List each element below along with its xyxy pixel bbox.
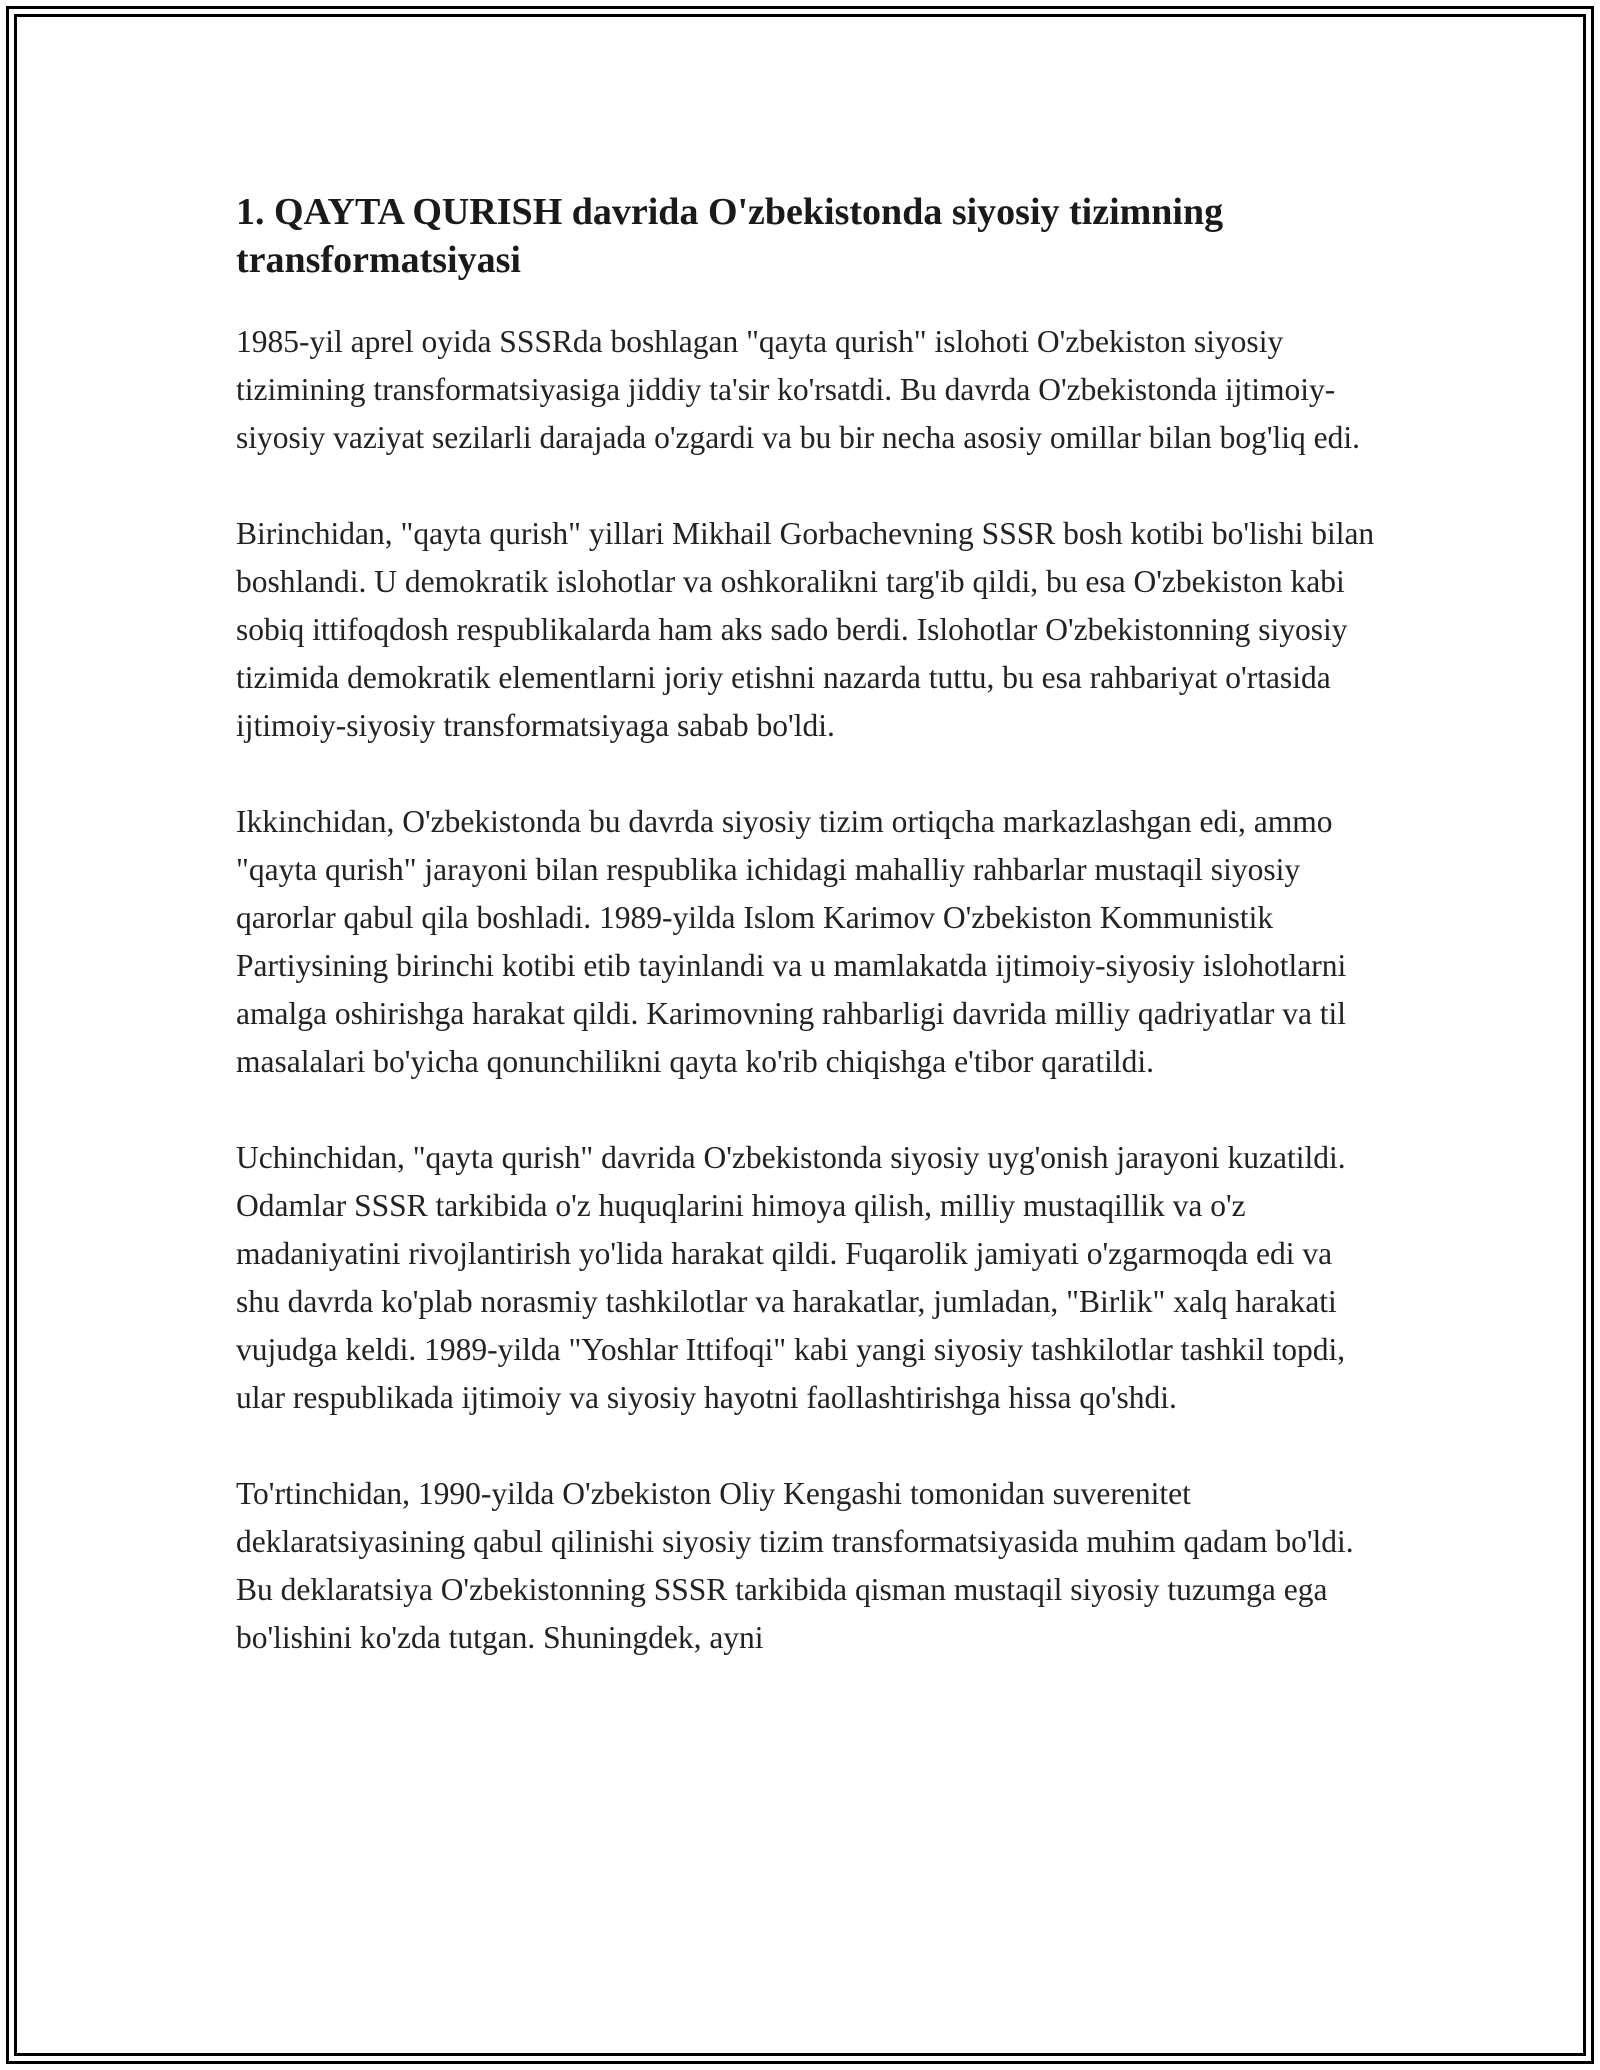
document-page [236, 188, 1376, 1710]
paragraph-second-point: Ikkinchidan, O'zbekistonda bu davrda siyosiy tizim ortiqcha markazlashgan edi, ammo "qayta qurish" jarayoni bilan respublika ichidagi mahalliy rahbarlar mustaqil siyosiy qarorlar qabul qila boshladi. 1989-yilda Islom Karimov O'zbekiston Kommunistik Partiysining birinchi kotibi etib tayinlandi va u mamlakatda ijtimoiy-siyosiy islohotlarni amalga oshirishga harakat qildi. Karimovning rahbarligi davrida milliy qadriyatlar va til masalalari bo'yicha qonunchilikni qayta ko'rib chiqishga e'tibor qaratildi. [236, 804, 1347, 1079]
paragraph-fourth-point: To'rtinchidan, 1990-yilda O'zbekiston Oliy Kengashi tomonidan suverenitet deklaratsiyasining qabul qilinishi siyosiy tizim transformatsiyasida muhim qadam bo'ldi. Bu deklaratsiya O'zbekistonning SSSR tarkibida qisman mustaqil siyosiy tuzumga ega bo'lishini ko'zda tutgan. Shuningdek, ayni [236, 1476, 1354, 1655]
section-heading: 1. QAYTA QURISH davrida O'zbekistonda siyosiy tizimning transformatsiyasi [236, 191, 1224, 281]
paragraph-third-point: Uchinchidan, "qayta qurish" davrida O'zbekistonda siyosiy uyg'onish jarayoni kuzatildi. Odamlar SSSR tarkibida o'z huquqlarini himoya qilish, milliy mustaqillik va o'z madaniyatini rivojlantirish yo'lida harakat qildi. Fuqarolik jamiyati o'zgarmoqda edi va shu davrda ko'plab norasmiy tashkilotlar va harakatlar, jumladan, "Birlik" xalq harakati vujudga keldi. 1989-yilda "Yoshlar Ittifoqi" kabi yangi siyosiy tashkilotlar tashkil topdi, ular respublikada ijtimoiy va siyosiy hayotni faollashtirishga hissa qo'shdi. [236, 1140, 1346, 1415]
paragraph-first-point: Birinchidan, "qayta qurish" yillari Mikhail Gorbachevning SSSR bosh kotibi bo'lishi bilan boshlandi. U demokratik islohotlar va oshkoralikni targ'ib qildi, bu esa O'zbekiston kabi sobiq ittifoqdosh respublikalarda ham aks sado berdi. Islohotlar O'zbekistonning siyosiy tizimida demokratik elementlarni joriy etishni nazarda tuttu, bu esa rahbariyat o'rtasida ijtimoiy-siyosiy transformatsiyaga sabab bo'ldi. [236, 516, 1375, 743]
paragraph-intro: 1985-yil aprel oyida SSSRda boshlagan "qayta qurish" islohoti O'zbekiston siyosiy tizimining transformatsiyasiga jiddiy ta'sir ko'rsatdi. Bu davrda O'zbekistonda ijtimoiy-siyosiy vaziyat sezilarli darajada o'zgardi va bu bir necha asosiy omillar bilan bog'liq edi. [236, 324, 1361, 455]
